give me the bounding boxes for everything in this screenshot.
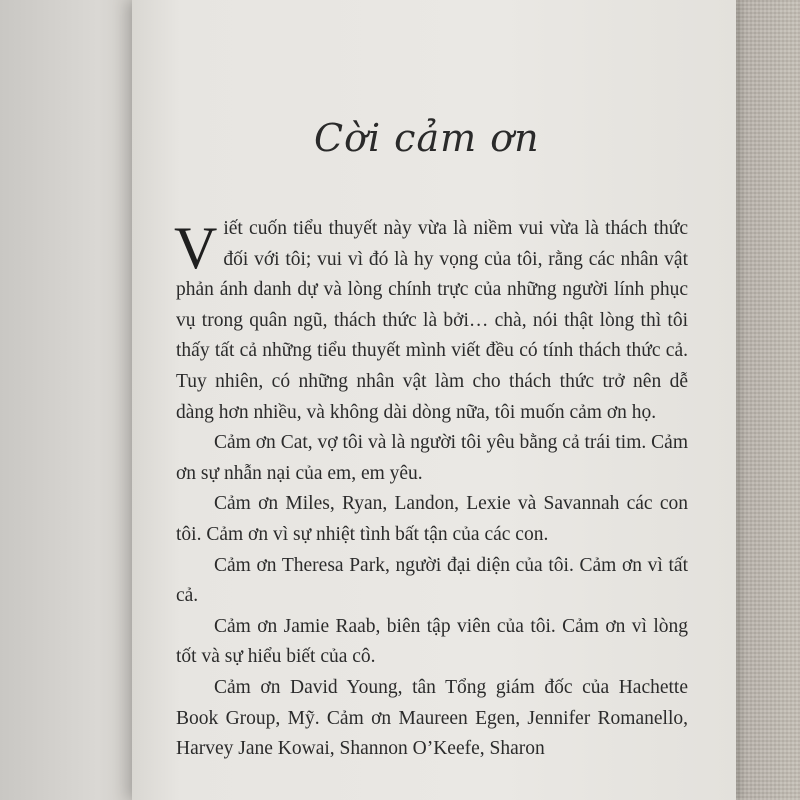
paragraph-2: Cảm ơn Cat, vợ tôi và là người tôi yêu bằng cả trái tim. Cảm ơn sự nhẫn nại của em, em yêu. [176, 432, 688, 484]
paragraph-6: Cảm ơn David Young, tân Tổng giám đốc của Hachette Book Group, Mỹ. Cảm ơn Maureen Egen, Jennifer Romanello, Harvey Jane Kowai, Shannon O’Keefe, Sharon [176, 676, 688, 760]
drop-cap: V [174, 215, 218, 281]
adjacent-left-page [0, 0, 140, 800]
paragraph-1-text: iết cuốn tiểu thuyết này vừa là niềm vui vừa là thách thức đối với tôi; vui vì đó là hy vọng của tôi, rằng các nhân vật phản ánh danh dự và lòng chính trực của những người lính phục vụ trong quân ngũ, thách thức là bởi… chà, nói thật lòng thì tôi thấy tất cả những tiểu thuyết mình viết đều có tính thách thức cả. Tuy nhiên, có những nhân vật làm cho thách thức trở nên dễ dàng hơn nhiều, và không dài dòng nữa, tôi muốn cảm ơn họ. [176, 218, 688, 423]
paragraph-3: Cảm ơn Miles, Ryan, Landon, Lexie và Savannah các con tôi. Cảm ơn vì sự nhiệt tình bất tận của các con. [176, 493, 688, 545]
paragraph-5: Cảm ơn Jamie Raab, biên tập viên của tôi. Cảm ơn vì lòng tốt và sự hiểu biết của cô. [176, 615, 688, 668]
chapter-title: Cời cảm ơn [314, 116, 540, 160]
fabric-background [732, 0, 800, 800]
paragraph-1 [176, 214, 688, 428]
page-body-text [176, 214, 688, 765]
paragraph-4: Cảm ơn Theresa Park, người đại diện của tôi. Cảm ơn vì tất cả. [176, 554, 688, 607]
